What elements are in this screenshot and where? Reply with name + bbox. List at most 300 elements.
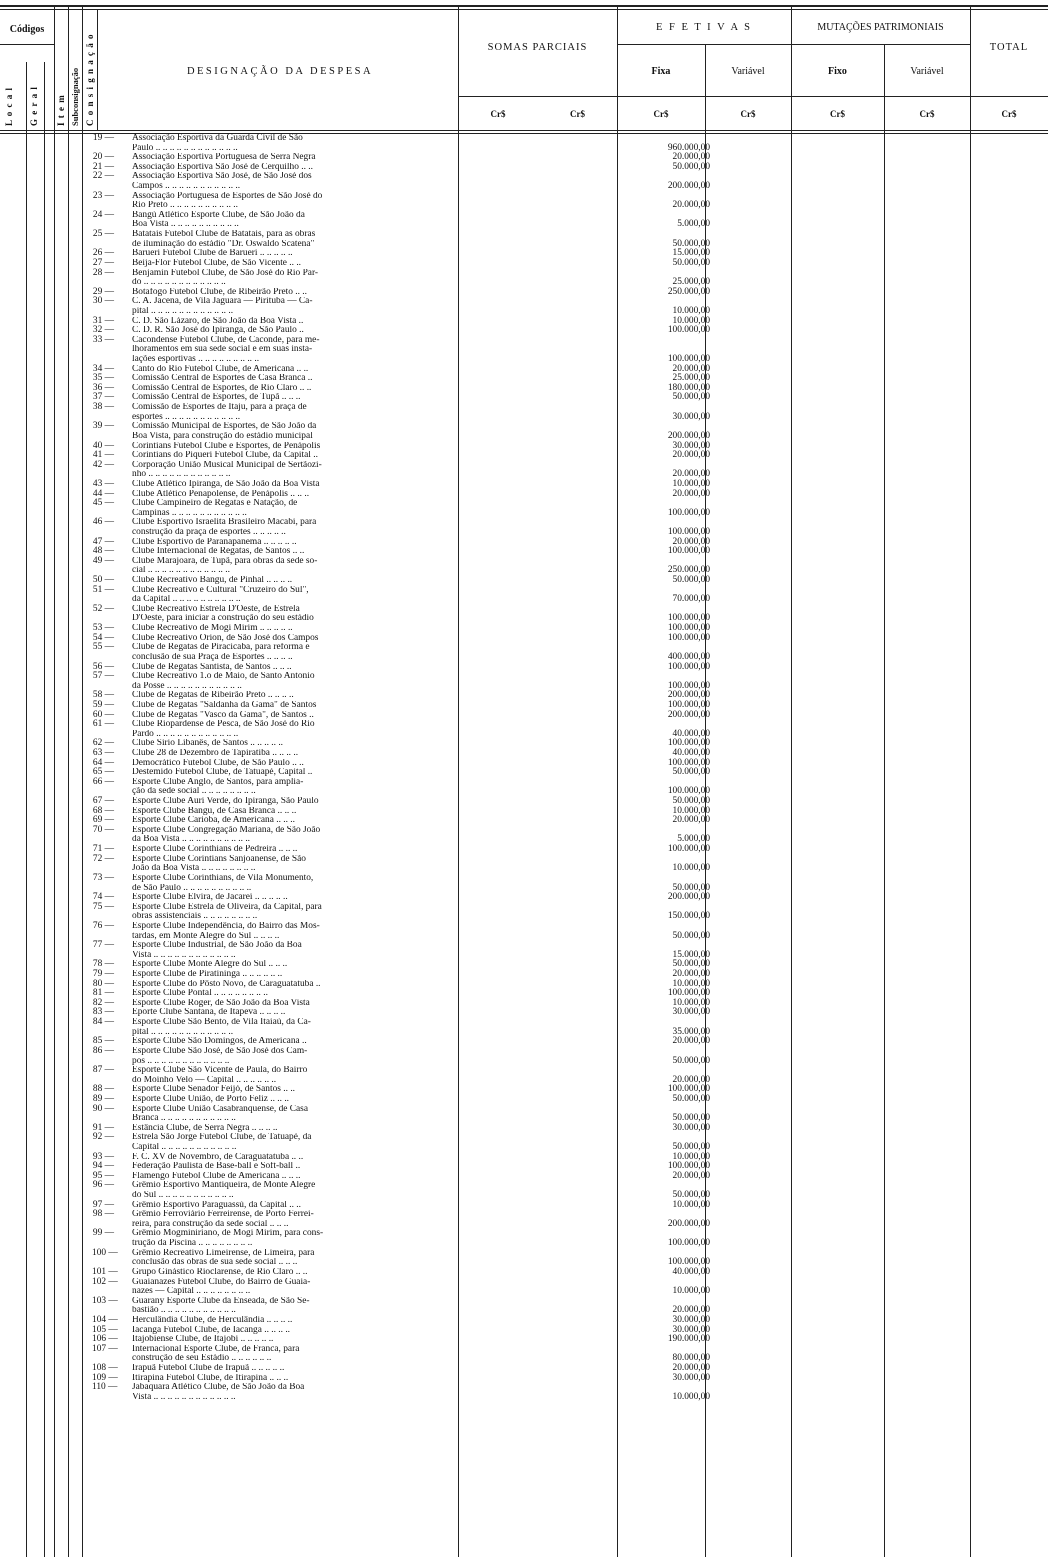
line-amount: 50.000,00 xyxy=(672,238,710,249)
line-description: Associação Esportiva São José de Cerquilho .. .. xyxy=(132,162,313,172)
line-description: Associação Esportiva Portuguesa de Serra Negra xyxy=(132,153,316,163)
line-description: Flamengo Futebol Clube de Americana .. .. .. xyxy=(132,1171,301,1181)
line-description: da Boa Vista .. .. .. .. .. .. .. .. .. .. xyxy=(132,835,251,845)
line-description: Clube Esportivo Israelita Brasileiro Macabi, para xyxy=(132,518,317,528)
expense-line xyxy=(92,586,1048,596)
line-description: Grêmio Mogminiriano, de Mogi Mirim, para cons- xyxy=(132,1229,324,1239)
expense-line xyxy=(92,1028,1048,1038)
line-amount: 20.000,00 xyxy=(672,152,710,163)
line-amount: 100.000,00 xyxy=(667,699,710,710)
expense-line xyxy=(92,787,1048,797)
line-number: 28 — xyxy=(92,267,114,278)
line-description: Grêmio Esportivo Mantiqueira, de Monte Alegre xyxy=(132,1181,316,1191)
line-amount: 100.000,00 xyxy=(667,1238,710,1249)
fixa-header: Fixa xyxy=(651,66,671,77)
expense-line xyxy=(92,365,1048,375)
line-number: 93 — xyxy=(92,1151,114,1162)
line-description: Campos .. .. .. .. .. .. .. .. .. .. .. xyxy=(132,182,241,192)
col-line xyxy=(68,6,69,1557)
line-description: Clube Recreativo de Mogi Mirim .. .. .. .. .. xyxy=(132,624,293,634)
expense-line xyxy=(92,682,1048,692)
variavel-header: Variável xyxy=(731,66,765,77)
expense-line xyxy=(92,1143,1048,1153)
line-number: 110 — xyxy=(92,1382,118,1393)
top-rule xyxy=(0,5,1048,7)
line-description: Esporte Clube Senador Feijó, de Santos .. .. xyxy=(132,1085,296,1095)
line-amount: 20.000,00 xyxy=(672,450,710,461)
expense-line xyxy=(92,672,1048,682)
line-number: 31 — xyxy=(92,315,114,326)
line-number: 53 — xyxy=(92,623,114,634)
line-description: Campinas .. .. .. .. .. .. .. .. .. .. .. xyxy=(132,508,247,518)
expense-line xyxy=(92,336,1048,346)
subheader-rule-2 xyxy=(458,96,1048,97)
line-amount: 10.000,00 xyxy=(672,478,710,489)
line-description: C. D. São Lázaro, de São João da Boa Vista .. xyxy=(132,316,304,326)
expense-line xyxy=(92,663,1048,673)
line-description: da Posse .. .. .. .. .. .. .. .. .. .. .. xyxy=(132,681,242,691)
line-number: 68 — xyxy=(92,805,114,816)
line-description: construção da praça de esportes .. .. .. .. .. xyxy=(132,527,286,537)
line-description: Clube Recreativo Orion, de São José dos Campos xyxy=(132,633,319,643)
expense-line xyxy=(92,1133,1048,1143)
currency-label: Cr$ xyxy=(570,109,585,119)
line-description: Eporte Clube Santana, de Itapeva .. .. .. .. xyxy=(132,1008,286,1018)
expense-line xyxy=(92,566,1048,576)
expense-line xyxy=(92,701,1048,711)
line-amount: 50.000,00 xyxy=(672,767,710,778)
line-number: 63 — xyxy=(92,748,114,758)
item-header: I t e m xyxy=(56,94,66,126)
expense-line xyxy=(92,1085,1048,1095)
line-description: Vista .. .. .. .. .. .. .. .. .. .. .. .. xyxy=(132,1392,236,1402)
line-description: Branca .. .. .. .. .. .. .. .. .. .. .. xyxy=(132,1114,236,1124)
line-amount: 100.000,00 xyxy=(667,1257,710,1268)
line-number: 47 — xyxy=(92,536,114,547)
line-description: ção da sede social .. .. .. .. .. .. .. .. xyxy=(132,787,256,797)
line-number: 74 — xyxy=(92,892,114,903)
expense-line xyxy=(92,1047,1048,1057)
expense-line xyxy=(92,1383,1048,1393)
expense-line xyxy=(92,240,1048,250)
line-number: 96 — xyxy=(92,1180,114,1191)
subconsignacao-header: Subconsignação xyxy=(70,67,80,126)
expense-line xyxy=(92,797,1048,807)
expense-line xyxy=(92,1287,1048,1297)
line-number: 105 — xyxy=(92,1324,118,1335)
expense-line xyxy=(92,1057,1048,1067)
line-number: 99 — xyxy=(92,1228,114,1239)
expense-line xyxy=(92,355,1048,365)
line-number: 109 — xyxy=(92,1372,118,1383)
line-description: Botafogo Futebol Clube, de Ribeirão Preto .. .. xyxy=(132,287,307,297)
line-description: Grêmio Ferroviário Ferreirense, de Porto Ferrei- xyxy=(132,1210,314,1220)
currency-label: Cr$ xyxy=(653,109,669,119)
line-amount: 50.000,00 xyxy=(672,930,710,941)
expense-line xyxy=(92,345,1048,355)
header-bottom-rule xyxy=(0,130,1048,131)
line-number: 79 — xyxy=(92,969,114,980)
expense-line xyxy=(92,1008,1048,1018)
line-description: Esporte Clube São José, de São José dos Cam- xyxy=(132,1046,308,1056)
line-description: Esporte Clube Independência, do Bairro das Mos- xyxy=(132,921,320,931)
expense-line xyxy=(92,749,1048,759)
line-description: nazes — Capital .. .. .. .. .. .. .. .. xyxy=(132,1287,251,1297)
expense-line xyxy=(92,403,1048,413)
expense-line xyxy=(92,1162,1048,1172)
line-amount: 50.000,00 xyxy=(672,1113,710,1124)
line-description: do .. .. .. .. .. .. .. .. .. .. .. .. xyxy=(132,278,226,288)
expense-line xyxy=(92,1278,1048,1288)
line-description: Grupo Ginástico Rioclarense, de Rio Claro .. .. xyxy=(132,1267,308,1277)
line-description: Destemido Futebol Clube, de Tatuapé, Capital .. xyxy=(132,768,313,778)
expense-line xyxy=(92,874,1048,884)
line-description: Pardo .. .. .. .. .. .. .. .. .. .. .. .. xyxy=(132,729,239,739)
line-amount: 20.000,00 xyxy=(672,1074,710,1085)
expense-line xyxy=(92,451,1048,461)
line-description: Vista .. .. .. .. .. .. .. .. .. .. .. .. xyxy=(132,950,236,960)
line-number: 27 — xyxy=(92,257,114,268)
line-number: 61 — xyxy=(92,719,114,730)
expense-line xyxy=(92,1258,1048,1268)
expense-line xyxy=(92,778,1048,788)
total-header: TOTAL xyxy=(989,42,1029,53)
expense-line xyxy=(92,951,1048,961)
line-amount: 10.000,00 xyxy=(672,1199,710,1210)
line-number: 40 — xyxy=(92,440,114,451)
line-description: Irapuã Futebol Clube de Irapuã .. .. .. .. .. xyxy=(132,1364,285,1373)
expense-line xyxy=(92,932,1048,942)
line-description: Jabaquara Atlético Clube, de São João da Boa xyxy=(132,1383,305,1393)
line-description: Clube Recreativo e Cultural "Cruzeiro do Sul", xyxy=(132,585,309,595)
line-number: 59 — xyxy=(92,699,114,710)
col-line xyxy=(97,9,98,130)
expense-line xyxy=(92,643,1048,653)
expense-line xyxy=(92,528,1048,538)
expense-line xyxy=(92,720,1048,730)
line-amount: 50.000,00 xyxy=(672,257,710,268)
line-number: 60 — xyxy=(92,709,114,720)
line-number: 91 — xyxy=(92,1122,114,1133)
line-description: Clube Internacional de Regatas, de Santos .. .. xyxy=(132,547,305,557)
line-amount: 10.000,00 xyxy=(672,1151,710,1162)
line-description: Esporte Clube de Piratininga .. .. .. .. .. .. xyxy=(132,970,283,980)
line-description: esportes .. .. .. .. .. .. .. .. .. .. .. xyxy=(132,412,241,422)
line-amount: 50.000,00 xyxy=(672,1190,710,1201)
line-number: 67 — xyxy=(92,796,114,807)
expense-line xyxy=(92,980,1048,990)
line-amount: 50.000,00 xyxy=(672,959,710,970)
line-number: 20 — xyxy=(92,152,114,163)
line-description: C. A. Jacena, de Vila Jaguara — Pirituba — Ca- xyxy=(132,297,313,307)
line-amount: 20.000,00 xyxy=(672,488,710,499)
line-number: 100 — xyxy=(92,1247,118,1258)
expense-line xyxy=(92,960,1048,970)
line-amount: 15.000,00 xyxy=(672,949,710,960)
line-description: D'Oeste, para iniciar a construção do seu estádio xyxy=(132,614,314,624)
expense-line xyxy=(92,1037,1048,1047)
line-number: 95 — xyxy=(92,1170,114,1181)
line-description: Batatais Futebol Clube de Batatais, para as obras xyxy=(132,230,316,240)
expense-line xyxy=(92,211,1048,221)
line-description: Esporte Clube Pontal .. .. .. .. .. .. .. .. xyxy=(132,989,268,999)
line-amount: 100.000,00 xyxy=(667,844,710,855)
expense-line xyxy=(92,1105,1048,1115)
currency-label: Cr$ xyxy=(490,109,506,119)
expense-line xyxy=(92,182,1048,192)
line-description: nho .. .. .. .. .. .. .. .. .. .. .. .. xyxy=(132,470,231,480)
line-description: Esporte Clube Estrela de Oliveira, da Capital, para xyxy=(132,902,322,912)
line-number: 92 — xyxy=(92,1132,114,1143)
col-line xyxy=(54,6,55,1557)
line-number: 46 — xyxy=(92,517,114,528)
line-amount: 20.000,00 xyxy=(672,1305,710,1316)
line-amount: 50.000,00 xyxy=(672,796,710,807)
line-number: 85 — xyxy=(92,1036,114,1047)
line-amount: 50.000,00 xyxy=(672,1141,710,1152)
currency-label: Cr$ xyxy=(830,109,845,119)
line-number: 45 — xyxy=(92,498,114,509)
expense-line xyxy=(92,1326,1048,1336)
line-description: Esporte Clube São Bento, de Vila Itaiaú, da Ca- xyxy=(132,1018,311,1028)
line-description: C. D. R. São José do Ipiranga, de São Paulo .. xyxy=(132,326,304,336)
line-description: Esporte Clube Corinthians, de Vila Monumento, xyxy=(132,873,314,883)
line-number: 33 — xyxy=(92,334,114,345)
top-rule-thin xyxy=(0,9,1048,10)
line-description: Esporte Clube Roger, de São João da Boa Vista xyxy=(132,998,310,1008)
expense-line xyxy=(92,730,1048,740)
line-number: 90 — xyxy=(92,1103,114,1114)
line-number: 106 — xyxy=(92,1334,118,1345)
line-description: Comissão Central de Esportes, de Tupã .. .. .. xyxy=(132,393,301,403)
expense-line xyxy=(92,269,1048,279)
line-number: 25 — xyxy=(92,229,114,240)
expense-line xyxy=(92,1220,1048,1230)
line-amount: 5.000,00 xyxy=(677,834,710,845)
line-description: trução da Piscina .. .. .. .. .. .. .. .. xyxy=(132,1239,253,1249)
expense-line xyxy=(92,634,1048,644)
line-amount: 30.000,00 xyxy=(672,1372,710,1383)
expense-line xyxy=(92,201,1048,211)
line-description: Esporte Clube Industrial, de São João da Boa xyxy=(132,941,302,951)
line-description: da Capital .. .. .. .. .. .. .. .. .. .. xyxy=(132,595,241,605)
line-description: de São Paulo .. .. .. .. .. .. .. .. .. .. xyxy=(132,883,252,893)
line-description: Esporte Clube Auri Verde, do Ipiranga, São Paulo xyxy=(132,797,319,807)
line-amount: 100.000,00 xyxy=(667,546,710,557)
line-number: 83 — xyxy=(92,1007,114,1018)
line-description: obras assistenciais .. .. .. .. .. .. .. .. xyxy=(132,912,258,922)
line-description: Clube 28 de Dezembro de Tapiratiba .. .. .. .. xyxy=(132,749,299,758)
line-description: Esporte Clube União, de Porto Feliz .. .. .. xyxy=(132,1094,290,1104)
line-amount: 10.000,00 xyxy=(672,863,710,874)
line-description: Democrático Futebol Clube, de São Paulo .. .. xyxy=(132,758,304,768)
col-line xyxy=(26,62,27,1557)
expense-line xyxy=(92,999,1048,1009)
expense-line xyxy=(92,1354,1048,1364)
line-description: reira, para construção da sede social .. .. .. xyxy=(132,1219,289,1229)
fixo-header: Fixo xyxy=(828,66,847,77)
expense-line xyxy=(92,470,1048,480)
line-number: 103 — xyxy=(92,1295,118,1306)
line-amount: 10.000,00 xyxy=(672,978,710,989)
expense-line xyxy=(92,230,1048,240)
line-number: 58 — xyxy=(92,690,114,701)
line-description: Clube de Regatas de Ribeirão Preto .. .. .. .. xyxy=(132,691,294,701)
line-number: 57 — xyxy=(92,671,114,682)
group-rule xyxy=(617,44,970,45)
line-number: 84 — xyxy=(92,1017,114,1028)
line-amount: 20.000,00 xyxy=(672,536,710,547)
line-amount: 30.000,00 xyxy=(672,1314,710,1325)
line-amount: 30.000,00 xyxy=(672,411,710,422)
mutacoes-header: MUTAÇÕES PATRIMONIAIS xyxy=(817,22,944,33)
line-amount: 20.000,00 xyxy=(672,469,710,480)
expense-line xyxy=(92,1268,1048,1278)
line-description: Benjamin Futebol Clube, de São José do Rio Par- xyxy=(132,268,318,278)
line-amount: 100.000,00 xyxy=(667,613,710,624)
line-amount: 50.000,00 xyxy=(672,392,710,403)
line-amount: 40.000,00 xyxy=(672,728,710,739)
somas-parciais-header: SOMAS PARCIAIS xyxy=(487,42,588,53)
line-amount: 960.000,00 xyxy=(667,142,710,153)
line-number: 34 — xyxy=(92,363,114,374)
variavel2-header: Variável xyxy=(910,66,944,77)
line-amount: 20.000,00 xyxy=(672,1036,710,1047)
line-amount: 190.000,00 xyxy=(667,1334,710,1345)
expense-line xyxy=(92,1153,1048,1163)
line-number: 70 — xyxy=(92,824,114,835)
expense-line xyxy=(92,711,1048,721)
expense-line xyxy=(92,893,1048,903)
line-number: 55 — xyxy=(92,642,114,653)
line-description: Estrela São Jorge Futebol Clube, de Tatuapé, da xyxy=(132,1133,312,1143)
currency-label: Cr$ xyxy=(740,109,756,119)
line-amount: 50.000,00 xyxy=(672,161,710,172)
expense-line xyxy=(92,422,1048,432)
line-amount: 100.000,00 xyxy=(667,738,710,749)
line-description: Clube Marajoara, de Tupã, para obras da sede so- xyxy=(132,556,318,566)
line-number: 87 — xyxy=(92,1065,114,1076)
line-amount: 50.000,00 xyxy=(672,882,710,893)
expense-line xyxy=(92,557,1048,567)
expense-line xyxy=(92,1066,1048,1076)
line-description: do Sul .. .. .. .. .. .. .. .. .. .. .. xyxy=(132,1191,234,1201)
line-amount: 50.000,00 xyxy=(672,1055,710,1066)
expense-line xyxy=(92,384,1048,394)
line-amount: 80.000,00 xyxy=(672,1353,710,1364)
line-description: Clube Atlético Ipiranga, de São João da Boa Vista xyxy=(132,479,320,489)
line-amount: 100.000,00 xyxy=(667,354,710,365)
expense-line xyxy=(92,1114,1048,1124)
expense-line xyxy=(92,807,1048,817)
line-description: Capital .. .. .. .. .. .. .. .. .. .. .. xyxy=(132,1142,237,1152)
line-amount: 100.000,00 xyxy=(667,526,710,537)
line-number: 32 — xyxy=(92,325,114,336)
expense-line xyxy=(92,826,1048,836)
line-number: 101 — xyxy=(92,1266,118,1277)
line-description: Clube de Regatas de Piracicaba, para reforma e xyxy=(132,643,310,653)
line-description: Paulo .. .. .. .. .. .. .. .. .. .. .. .. xyxy=(132,143,238,153)
line-number: 104 — xyxy=(92,1314,118,1325)
designacao-header: DESIGNAÇÃO DA DESPESA xyxy=(186,66,374,77)
expense-line xyxy=(92,1364,1048,1374)
expense-line xyxy=(92,480,1048,490)
line-amount: 35.000,00 xyxy=(672,1026,710,1037)
line-description: de iluminação do estádio "Dr. Oswaldo Scatena" xyxy=(132,239,315,249)
line-description: Esporte Clube Corintians Sanjoanense, de São xyxy=(132,854,306,864)
line-amount: 200.000,00 xyxy=(667,181,710,192)
line-description: do Moinho Velo — Capital .. .. .. .. .. .. xyxy=(132,1075,277,1085)
line-description: Clube Campineiro de Regatas e Natação, de xyxy=(132,499,298,509)
line-amount: 180.000,00 xyxy=(667,382,710,393)
line-number: 43 — xyxy=(92,478,114,489)
line-amount: 30.000,00 xyxy=(672,1122,710,1133)
line-number: 36 — xyxy=(92,382,114,393)
expense-line xyxy=(92,442,1048,452)
expense-line xyxy=(92,393,1048,403)
line-description: pital .. .. .. .. .. .. .. .. .. .. .. .. xyxy=(132,306,234,316)
expense-line xyxy=(92,1345,1048,1355)
expense-line xyxy=(92,288,1048,298)
line-amount: 10.000,00 xyxy=(672,1286,710,1297)
line-description: Federação Paulista de Base-ball e Soft-ball .. xyxy=(132,1162,301,1172)
line-amount: 20.000,00 xyxy=(672,363,710,374)
line-description: João da Boa Vista .. .. .. .. .. .. .. .. xyxy=(132,864,256,874)
line-amount: 20.000,00 xyxy=(672,1363,710,1373)
consignacao-header: C o n s i g n a ç ã o xyxy=(85,33,95,126)
local-header: L o c a l xyxy=(4,86,14,126)
expense-line xyxy=(92,547,1048,557)
line-number: 65 — xyxy=(92,767,114,778)
line-number: 72 — xyxy=(92,853,114,864)
line-amount: 10.000,00 xyxy=(672,997,710,1008)
line-description: Clube de Regatas Santista, de Santos .. .. .. xyxy=(132,662,292,672)
line-number: 23 — xyxy=(92,190,114,201)
line-number: 77 — xyxy=(92,940,114,951)
expense-line xyxy=(92,249,1048,259)
line-amount: 100.000,00 xyxy=(667,1084,710,1095)
expense-line xyxy=(92,220,1048,230)
line-description: Cacondense Futebol Clube, de Caconde, para me- xyxy=(132,335,320,345)
line-number: 102 — xyxy=(92,1276,118,1287)
expense-line xyxy=(92,413,1048,423)
line-number: 98 — xyxy=(92,1209,114,1220)
line-number: 44 — xyxy=(92,488,114,499)
line-amount: 10.000,00 xyxy=(672,305,710,316)
line-amount: 20.000,00 xyxy=(672,815,710,826)
line-amount: 200.000,00 xyxy=(667,690,710,701)
line-amount: 100.000,00 xyxy=(667,507,710,518)
line-description: conclusão das obras de sua sede social .. .. .. xyxy=(132,1258,298,1268)
line-description: Esporte Clube São Vicente de Paula, do Bairro xyxy=(132,1066,308,1076)
expense-line xyxy=(92,653,1048,663)
line-description: Canto do Rio Futebol Clube, de Americana .. .. xyxy=(132,364,309,374)
line-number: 26 — xyxy=(92,248,114,259)
line-description: conclusão de sua Praça de Esportes .. .. .. .. xyxy=(132,652,293,662)
col-line xyxy=(82,6,83,1557)
line-description: Bangú Atlético Esporte Clube, de São João da xyxy=(132,210,305,220)
expense-line xyxy=(92,461,1048,471)
expense-line xyxy=(92,1393,1048,1403)
line-description: Itirapina Futebol Clube, de Itirapina .. .. .. xyxy=(132,1373,289,1383)
line-description: Clube Riopardense de Pesca, de São José do Rio xyxy=(132,720,315,730)
expense-line xyxy=(92,864,1048,874)
expense-line xyxy=(92,1201,1048,1211)
line-amount: 40.000,00 xyxy=(672,1266,710,1277)
line-description: Clube Sirio Libanês, de Santos .. .. .. .. .. xyxy=(132,739,284,749)
line-description: Comissão de Esportes de Itaju, para a praça de xyxy=(132,403,307,413)
expense-line xyxy=(92,432,1048,442)
